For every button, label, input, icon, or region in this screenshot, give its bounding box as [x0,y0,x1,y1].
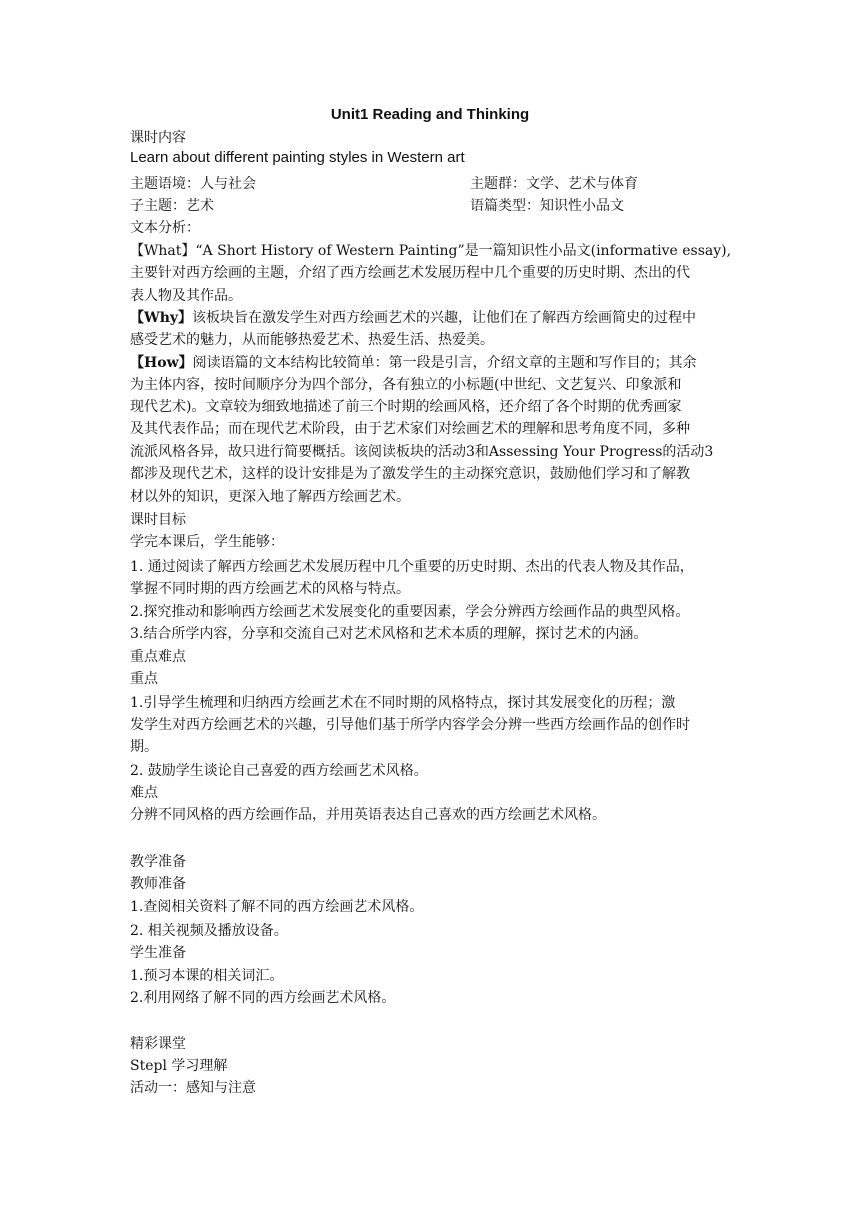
analysis-heading: 文本分析： [130,220,200,236]
why-paragraph-line: 感受艺术的魅力，从而能够热爱艺术、热爱生活、热爱美。 [130,332,494,348]
what-paragraph-line [130,241,731,261]
key-point-subheading: 重点 [130,671,158,687]
key-point-line: 2. 鼓励学生谈论自己喜爱的西方绘画艺术风格。 [130,763,428,779]
objective-item: 2.探究推动和影响西方绘画艺术发展变化的重要因素，学会分辨西方绘画作品的典型风格。 [130,604,690,620]
how-text: 阅读语篇的文本结构比较简单：第一段是引言，介绍文章的主题和写作目的；其余 [192,355,697,371]
what-tag: 【What】 [130,243,196,259]
teacher-prep-item: 2. 相关视频及播放设备。 [130,923,288,939]
section-heading-content: 课时内容 [130,130,186,146]
topic-english: Learn about different painting styles in Western art [130,149,465,166]
objectives-intro: 学完本课后，学生能够： [130,534,284,550]
objective-item: 1. 通过阅读了解西方绘画艺术发展历程中几个重要的历史时期、杰出的代表人物及其作品， [130,559,694,575]
key-point-line: 期。 [130,739,158,755]
teacher-prep-item: 1.查阅相关资料了解不同的西方绘画艺术风格。 [130,899,424,915]
classroom-heading: 精彩课堂 [130,1036,186,1052]
what-paragraph-line: 表人物及其作品。 [130,288,242,304]
how-paragraph-line: 为主体内容，按时间顺序分为四个部分，各有独立的小标题(中世纪、文艺复兴、印象派和 [130,377,682,393]
key-difficulty-heading: 重点难点 [130,649,186,665]
how-paragraph-line: 及其代表作品；而在现代艺术阶段，由于艺术家们对绘画艺术的理解和思考角度不同，多种 [130,421,690,437]
what-paragraph-line: 主要针对西方绘画的主题，介绍了西方绘画艺术发展历程中几个重要的历史时期、杰出的代 [130,265,690,281]
why-tag: 【Why】 [130,310,193,326]
student-prep-heading: 学生准备 [130,945,186,961]
how-paragraph-line: 材以外的知识，更深入地了解西方绘画艺术。 [130,489,410,505]
meta-genre: 语篇类型：知识性小品文 [470,198,624,214]
step-heading: Stepl 学习理解 [130,1058,228,1074]
activity-heading: 活动一：感知与注意 [130,1080,256,1096]
why-text: 该板块旨在激发学生对西方绘画艺术的兴趣，让他们在了解西方绘画简史的过程中 [192,310,697,326]
difficulty-line: 分辨不同风格的西方绘画作品，并用英语表达自己喜欢的西方绘画艺术风格。 [130,807,606,823]
prep-heading: 教学准备 [130,854,186,870]
objective-item: 3.结合所学内容，分享和交流自己对艺术风格和艺术本质的理解，探讨艺术的内涵。 [130,626,648,642]
meta-subtopic: 子主题：艺术 [130,198,214,214]
student-prep-item: 2.利用网络了解不同的西方绘画艺术风格。 [130,990,396,1006]
objective-item: 掌握不同时期的西方绘画艺术的风格与特点。 [130,581,410,597]
meta-context: 主题语境：人与社会 [130,176,256,192]
difficulty-subheading: 难点 [130,785,158,801]
objectives-heading: 课时目标 [130,512,186,528]
how-paragraph-line: 都涉及现代艺术，这样的设计安排是为了激发学生的主动探究意识，鼓励他们学习和了解教 [130,466,690,482]
document-title: Unit1 Reading and Thinking [330,106,530,123]
how-paragraph-line: 现代艺术)。文章较为细致地描述了前三个时期的绘画风格，还介绍了各个时期的优秀画家 [130,399,682,415]
student-prep-item: 1.预习本课的相关词汇。 [130,968,284,984]
teacher-prep-heading: 教师准备 [130,876,186,892]
how-tag: 【How】 [130,355,193,371]
meta-group: 主题群：文学、艺术与体育 [470,176,638,192]
what-text: “A Short History of Western Painting”是一篇知识性小品文(informative essay), [195,243,732,259]
how-paragraph-line [130,353,697,373]
why-paragraph-line [130,308,696,328]
key-point-line: 发学生对西方绘画艺术的兴趣，引导他们基于所学内容学会分辨一些西方绘画作品的创作时 [130,717,690,733]
how-paragraph-line: 流派风格各异，故只进行简要概括。该阅读板块的活动3和Assessing Your Progress的活动3 [130,444,714,460]
key-point-line: 1.引导学生梳理和归纳西方绘画艺术在不同时期的风格特点，探讨其发展变化的历程；激 [130,695,676,711]
